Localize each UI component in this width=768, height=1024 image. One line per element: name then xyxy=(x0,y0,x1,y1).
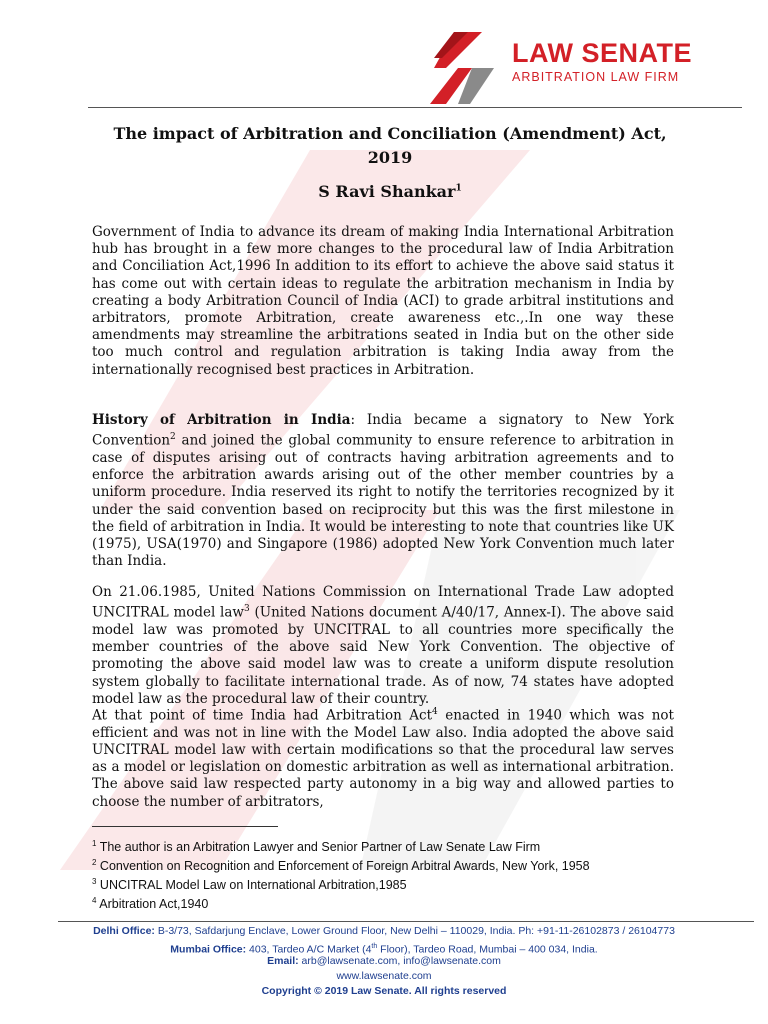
paragraph-uncitral xyxy=(92,584,674,708)
footnote-divider xyxy=(92,826,278,827)
mumbai-address-b: Floor), Tardeo Road, Mumbai – 400 034, India. xyxy=(377,943,598,956)
footer-email xyxy=(40,954,728,969)
footnote-text: UNCITRAL Model Law on International Arbitration,1985 xyxy=(96,878,407,893)
footnote-item xyxy=(92,834,692,853)
delhi-label: Delhi Office: xyxy=(93,925,155,937)
uncitral-text-b: (United Nations document A/40/17, Annex-I). The above said model law was promoted by UNCITRAL to all countries more specifically the member countries of the above said New York Convention. The objective of promoting the above said model law was to create a uniform dispute resolution system globally to facilitate international trade. As of now, 74 states have adopted model law as the procedural law of their country. xyxy=(92,604,674,707)
footnote-item xyxy=(92,872,692,891)
paragraph-history xyxy=(92,412,674,570)
history-text-a: : India became a signatory to New York Convention xyxy=(92,412,674,449)
footnote-number: 3 xyxy=(92,877,97,886)
history-text-b: and joined the global community to ensure reference to arbitration in case of disputes arising out of contracts having arbitration agreements and to enforce the arbitration awards arising out of the other member countries by a uniform procedure. India reserved its right to notify the territories recognized by it under the said convention based on reciprocity but this was the first milestone in the field of arbitration in India. It would be interesting to note that countries like UK (1975), USA(1970) and Singapore (1986) adopted New York Convention much later than India. xyxy=(92,432,674,570)
logo-mark-icon xyxy=(424,28,498,108)
author-line xyxy=(100,182,680,201)
footnote-item xyxy=(92,891,692,910)
email-addresses[interactable]: arb@lawsenate.com, info@lawsenate.com xyxy=(298,955,501,967)
footnote-text: Convention on Recognition and Enforcement of Foreign Arbitral Awards, New York, 1958 xyxy=(96,859,590,874)
footnote-number: 1 xyxy=(92,839,97,848)
mumbai-floor-sup: th xyxy=(371,943,378,950)
paragraph-intro: Government of India to advance its dream of making India International Arbitration hub has brought in a few more changes to the procedural law of India Arbitration and Conciliation Act,1996 In addition to its effort to achieve the above said status it has come out with certain ideas to regulate the arbitration mechanism in India by creating a body Arbitration Council of India (ACI) to grade arbitral institutions and arbitrators, promote Arbitration, create awareness etc.,.In one way these amendments may streamline the arbitrations seated in India but on the other side too much control and regulation arbitration is taking India away from the internationally recognised best practices in Arbitration. xyxy=(92,224,674,378)
header-divider xyxy=(88,107,742,108)
author-name: S Ravi Shankar xyxy=(318,182,456,201)
act-text-b: enacted in 1940 which was not efficient and was not in line with the Model Law also. India adopted the above said UNCITRAL model law with certain modifications so that the procedural law serves as a model or legislation on domestic arbitration as well as international arbitration. The above said law respected party autonomy in a big way and allowed parties to choose the number of arbitrators, xyxy=(92,707,674,810)
footer-copyright: Copyright © 2019 Law Senate. All rights reserved xyxy=(261,985,507,997)
history-heading: History of Arbitration in India xyxy=(92,412,351,428)
page-footer xyxy=(40,924,728,999)
document-title xyxy=(100,122,680,170)
logo-subtitle: ARBITRATION LAW FIRM xyxy=(512,70,680,84)
footnote-mark-3: 3 xyxy=(243,604,250,615)
mumbai-address-a: 403, Tardeo A/C Market (4 xyxy=(246,943,372,956)
footnote-mark-2: 2 xyxy=(170,432,176,443)
logo-title: LAW SENATE xyxy=(512,38,692,68)
delhi-address: B-3/73, Safdarjung Enclave, Lower Ground Floor, New Delhi – 110029, India. Ph: +91-11-26102873 / 26104773 xyxy=(154,925,675,937)
footer-divider xyxy=(58,921,754,922)
footnote-mark-4: 4 xyxy=(432,707,438,717)
uncitral-text-a: On 21.06.1985, United Nations Commission on International Trade Law adopted UNCITRAL model law xyxy=(92,584,674,621)
footer-website[interactable]: www.lawsenate.com xyxy=(336,970,432,982)
author-footnote-mark: 1 xyxy=(455,183,462,194)
footnote-text: Arbitration Act,1940 xyxy=(96,897,209,912)
footnotes xyxy=(92,834,692,910)
title-line-2: 2019 xyxy=(367,148,413,167)
email-label: Email: xyxy=(267,955,299,967)
footer-delhi-office xyxy=(40,924,728,939)
law-senate-logo xyxy=(424,28,744,108)
footnote-number: 4 xyxy=(92,896,97,905)
title-line-1: The impact of Arbitration and Conciliation (Amendment) Act, xyxy=(113,124,667,143)
act-text-a: At that point of time India had Arbitration Act xyxy=(92,707,433,724)
mumbai-label: Mumbai Office: xyxy=(170,943,247,956)
paragraph-arbitration-act xyxy=(92,704,674,811)
footer-mumbai-office xyxy=(40,939,728,954)
footnote-text: The author is an Arbitration Lawyer and Senior Partner of Law Senate Law Firm xyxy=(96,840,541,855)
footnote-item xyxy=(92,853,692,872)
footnote-number: 2 xyxy=(92,858,97,867)
